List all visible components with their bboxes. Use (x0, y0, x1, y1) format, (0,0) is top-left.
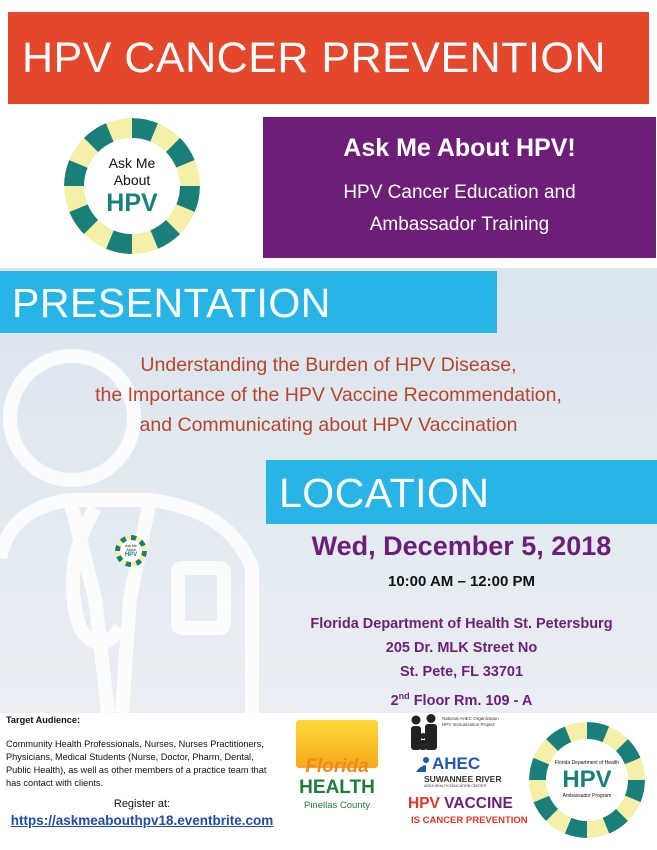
badge-line-1: Ask Me (108, 155, 156, 171)
ambassador-badge-word: HPV (562, 766, 612, 793)
training-line-1: HPV Cancer Education and (343, 182, 576, 203)
register-section (6, 798, 278, 828)
target-audience-text: Community Health Professionals, Nurses, Nurses Practitioners, Physicians, Medical Students (Nurse, Doctor, Pharm, Dental, Public Health), as well as other members of a practice team that has contact with clients. (6, 739, 267, 788)
ahec-center: AREA HEALTH EDUCATION CENTER (424, 784, 487, 788)
ask-me-about-hpv-badge (64, 118, 200, 254)
location-heading: LOCATION (279, 470, 490, 516)
ahec-figure-icon (414, 756, 432, 774)
banner-title: HPV CANCER PREVENTION (22, 34, 606, 82)
florida-health-county: Pinellas County (303, 800, 370, 811)
training-headline: Ask Me About HPV! (343, 134, 576, 162)
presentation-heading: PRESENTATION (12, 280, 331, 326)
event-date: Wed, December 5, 2018 (311, 531, 612, 561)
ahec-org: National AHEC Organization HPV Immunization Project (442, 716, 499, 727)
ambassador-program-badge (529, 722, 645, 838)
small-badge-line-1: Ask Me (125, 543, 137, 548)
florida-health-word: Florida (305, 756, 369, 777)
small-badge-word: HPV (124, 551, 138, 558)
city-state-zip: St. Pete, FL 33701 (399, 664, 524, 680)
presentation-line-1: Understanding the Burden of HPV Disease, (140, 354, 517, 376)
presentation-description (0, 350, 657, 440)
florida-health-health: HEALTH (299, 777, 375, 798)
family-icon (408, 714, 442, 752)
register-label: Register at: (113, 798, 171, 810)
event-time: 10:00 AM – 12:00 PM (387, 573, 535, 590)
register-link[interactable]: https://askmeabouthpv18.eventbrite.com (10, 813, 274, 828)
event-address (266, 612, 657, 713)
badge-hpv-word: HPV (106, 189, 158, 217)
ahec-logo (406, 712, 528, 834)
presentation-line-3: and Communicating about HPV Vaccination (139, 414, 518, 436)
floor-room: 2nd Floor Rm. 109 - A (390, 691, 533, 709)
street-address: 205 Dr. MLK Street No (385, 640, 538, 656)
small-hpv-badge (115, 535, 147, 567)
presentation-line-2: the Importance of the HPV Vaccine Recommendation, (95, 384, 562, 406)
location-bar (266, 460, 657, 524)
ambassador-badge-program: Ambassador Program (562, 793, 612, 799)
training-line-2: Ambassador Training (369, 214, 550, 235)
ahec-region: SUWANNEE RIVER (424, 774, 502, 784)
small-badge-line-2: About (126, 547, 136, 552)
venue-name: Florida Department of Health St. Petersburg (310, 616, 613, 632)
presentation-bar (0, 271, 497, 333)
top-banner (8, 12, 649, 104)
hpv-vaccine-tagline: IS CANCER PREVENTION (411, 815, 528, 826)
target-audience (6, 714, 278, 790)
florida-health-logo (294, 720, 380, 830)
badge-line-2: About (113, 172, 151, 188)
ambassador-badge-org: Florida Department of Health (554, 760, 620, 766)
target-audience-label: Target Audience: (6, 715, 81, 725)
training-box (263, 117, 656, 258)
ahec-word: AHEC (432, 754, 481, 773)
hpv-vaccine-title: HPV VACCINE (408, 795, 513, 812)
